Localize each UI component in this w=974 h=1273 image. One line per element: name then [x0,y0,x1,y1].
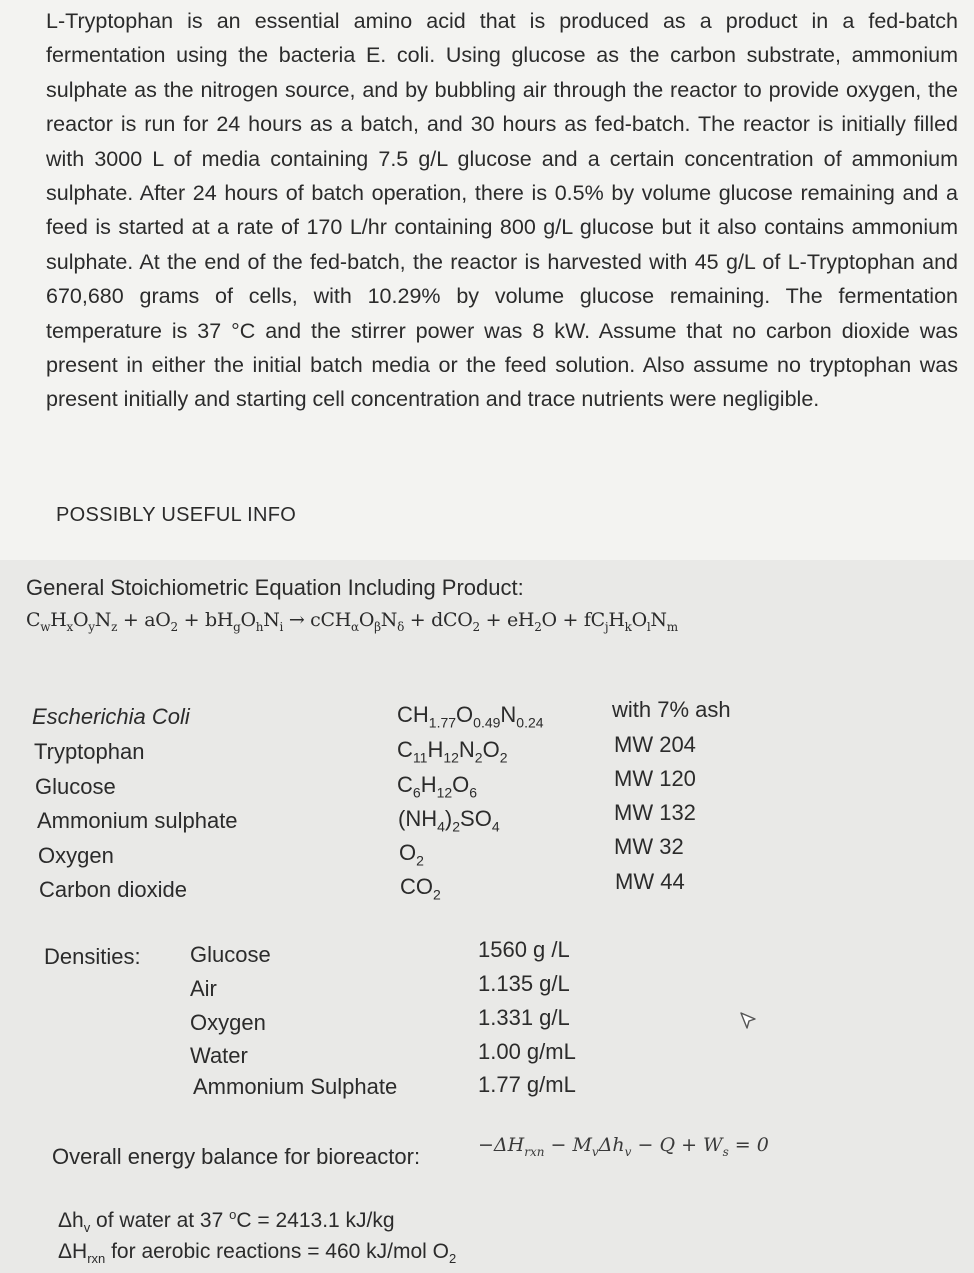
compound-name: Ammonium sulphate [37,808,238,833]
compound-info: MW 120 [614,766,696,791]
density-value: 1560 g /L [478,937,570,962]
compound-name: Glucose [35,774,116,799]
density-name: Glucose [190,942,271,967]
density-name: Air [190,976,217,1001]
density-value: 1.331 g/L [478,1005,570,1030]
compound-name: Carbon dioxide [39,877,187,902]
densities-label: Densities: [44,944,141,969]
density-value: 1.77 g/mL [478,1072,576,1097]
useful-info-heading: POSSIBLY USEFUL INFO [56,504,297,526]
compound-formula: $CO_2$ [400,874,441,903]
compound-info: with 7% ash [612,697,731,722]
latent-heat-note: $\Delta h_v$ of water at 37 $^o$C = 2413.1 kJ/kg [58,1207,395,1236]
reaction-heat-note: $\Delta H_{rxn}$ for aerobic reactions = 460 kJ/mol $O_2$ [58,1240,457,1267]
compound-info: MW 44 [615,869,685,894]
density-name: Ammonium Sulphate [193,1074,398,1099]
compound-name: Escherichia Coli [32,704,190,729]
density-value: 1.00 g/mL [478,1039,576,1064]
stoichiometric-equation-title: General Stoichiometric Equation Including Product: [26,575,524,600]
compound-name: Tryptophan [34,739,145,764]
energy-balance-label: Overall energy balance for bioreactor: [52,1144,421,1169]
compound-formula: $O_2$ [399,840,424,869]
problem-statement: L-Tryptophan is an essential amino acid that is produced as a product in a fed-batch fermentation using the bacteria E. coli. Using glucose as the carbon substrate, ammonium sulphate as the nitrogen source, and by bubbling air through the reactor to provide oxygen, the reactor is run for 24 hours as a batch, and 30 hours as fed-batch. The reactor is initially filled with 3000 L of media containing 7.5 g/L glucose and a certain concentration of ammonium sulphate. After 24 hours of batch operation, there is 0.5% by volume glucose remaining and a feed is started at a rate of 170 L/hr containing 800 g/L glucose but it also contains ammonium sulphate. At the end of the fed-batch, the reactor is harvested with 45 g/L of L-Tryptophan and 670,680 grams of cells, with 10.29% by volume glucose remaining. The fermentation temperature is 37 °C and the stirrer power was 8 kW. Assume that no carbon dioxide was present in either the initial batch media or the feed solution. Also assume no tryptophan was present initially and starting cell concentration and trace nutrients were negligible. [46,9,958,412]
compound-info: MW 204 [614,732,696,757]
compound-formula: $CH_{1.77}O_{0.49}N_{0.24}$ [397,702,544,731]
mouse-cursor-icon [738,1010,760,1032]
compound-formula: $C_{11}H_{12}N_2O_2$ [397,737,508,766]
density-name: Oxygen [190,1010,266,1035]
density-value: 1.135 g/L [478,971,570,996]
compound-info: MW 132 [614,800,696,825]
compound-name: Oxygen [38,843,114,868]
compound-info: MW 32 [614,834,684,859]
compound-formula: $C_6H_{12}O_6$ [397,772,478,801]
energy-balance-equation: $-\Delta H_{rxn} - M_v\Delta h_v - Q + W_s = 0$ [478,1134,769,1159]
compound-formula: $(NH_4)_2SO_4$ [398,806,500,835]
stoichiometric-equation: $C_wH_xO_yN_z + aO_2 + bH_gO_hN_i \to cCH_\alpha O_\beta N_\delta + dCO_2 + eH_2O + fC_jH_kO_lN_m$ [26,609,678,634]
problem-panel [0,0,974,560]
density-name: Water [190,1043,248,1068]
